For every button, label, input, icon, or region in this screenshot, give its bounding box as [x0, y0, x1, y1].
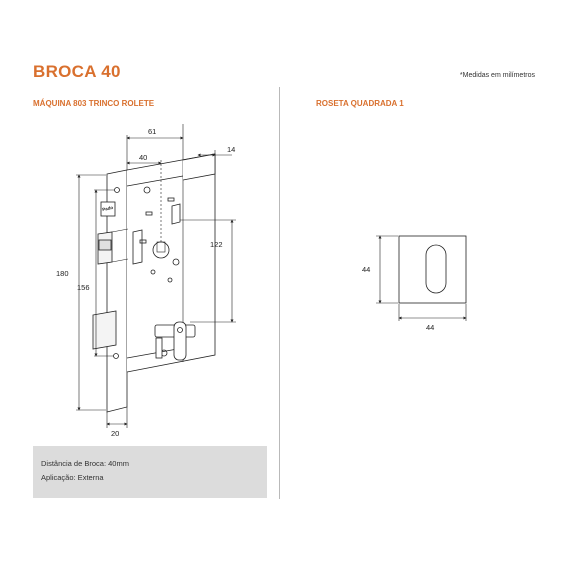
- rosette-subtitle: ROSETA QUADRADA 1: [316, 99, 404, 108]
- application-text: Aplicação: Externa: [41, 473, 104, 482]
- dim-20: 20: [111, 429, 120, 438]
- dim-122: 122: [210, 240, 223, 249]
- dim-61: 61: [148, 127, 157, 136]
- drill-distance-text: Distância de Broca: 40mm: [41, 459, 129, 468]
- page-title: BROCA 40: [33, 62, 121, 81]
- lock-subtitle: MÁQUINA 803 TRINCO ROLETE: [33, 99, 155, 108]
- rosette-keyhole: [426, 245, 446, 293]
- rosette-width-dim: 44: [426, 323, 435, 332]
- dim-40: 40: [139, 153, 148, 162]
- dim-14: 14: [227, 145, 236, 154]
- rosette-height-dim: 44: [362, 265, 371, 274]
- info-box: [33, 446, 267, 498]
- deadbolt: [93, 311, 116, 349]
- lock-case: [127, 154, 215, 372]
- brand-logo: Pado: [101, 204, 114, 213]
- dim-180: 180: [56, 269, 69, 278]
- units-note: *Medidas em milímetros: [459, 72, 535, 79]
- dim-156: 156: [77, 283, 90, 292]
- rosette-drawing: [399, 236, 466, 303]
- lock-drawing: [93, 154, 215, 412]
